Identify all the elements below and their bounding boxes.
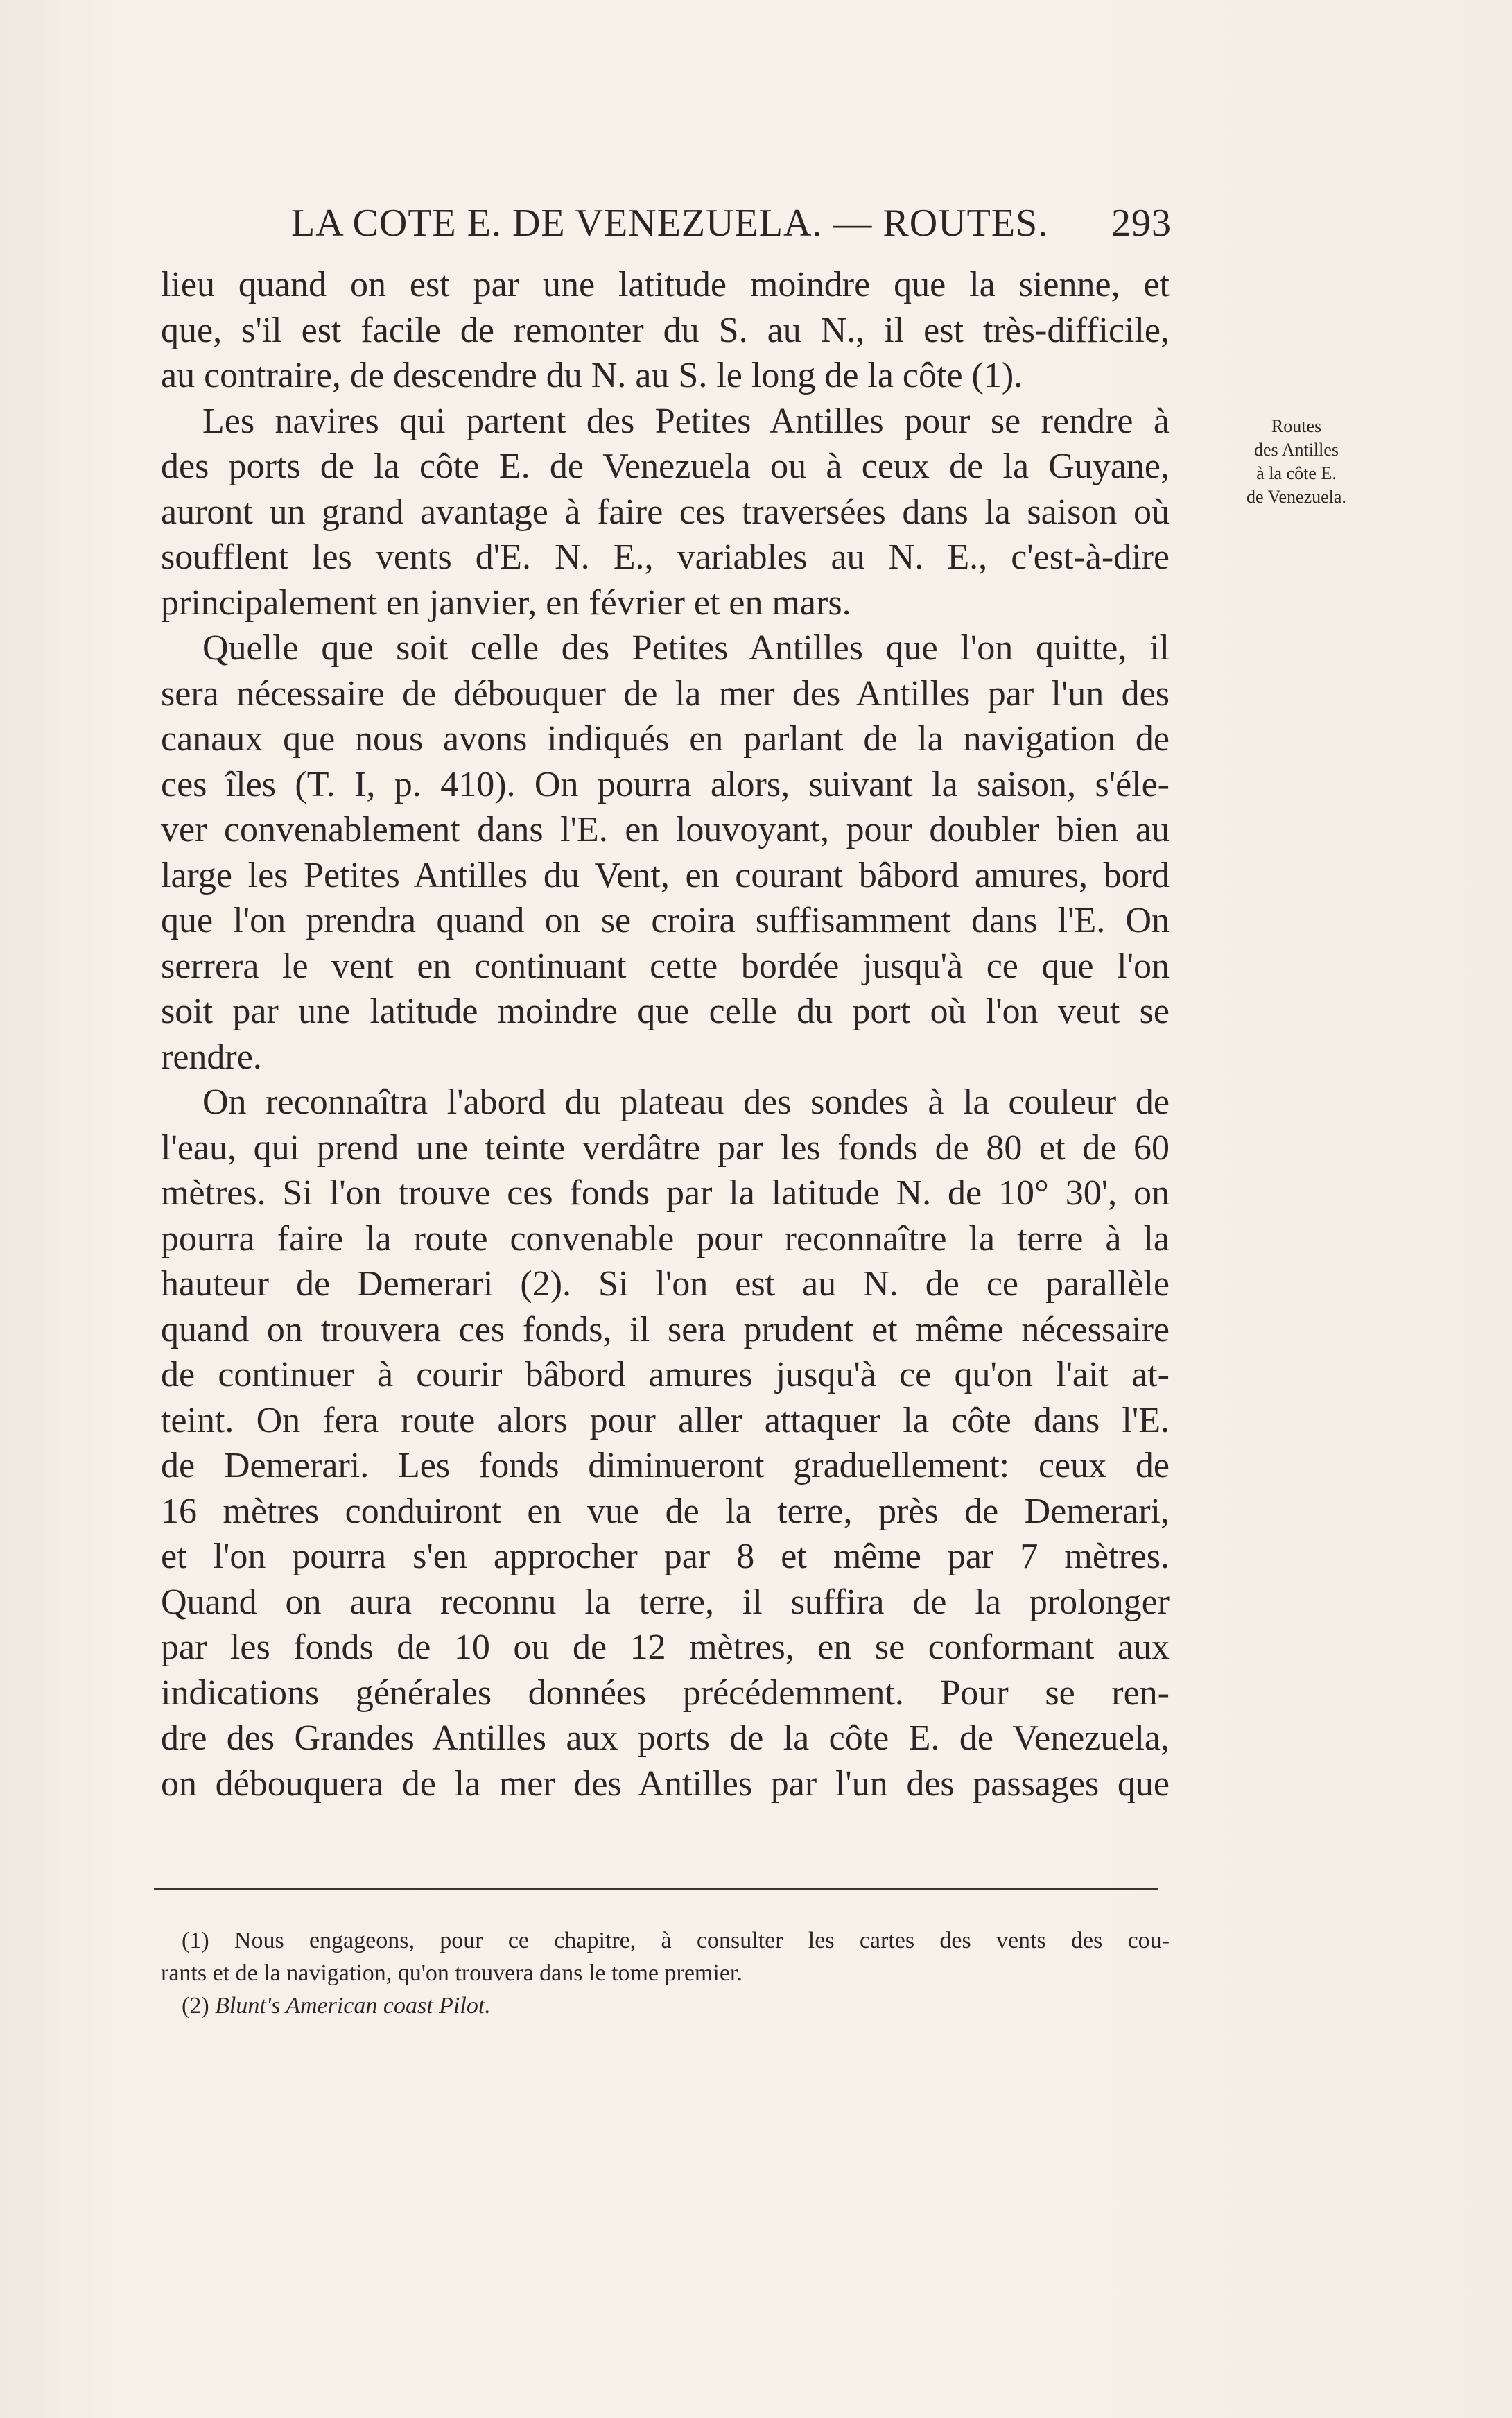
text-line: rendre. [161,1037,262,1077]
text-line: hauteur de Demerari (2). Si l'on est au N. de ce parallèle [161,1264,1170,1304]
running-header [291,201,1172,257]
text-line: principalement en janvier, en février et en mars. [161,582,851,623]
footnote-line: (1) Nous engageons, pour ce chapitre, à consulter les cartes des vents des cou- [182,1928,1170,1953]
page-number: 293 [1111,202,1172,245]
margin-note [1210,415,1383,509]
text-line: ver convenablement dans l'E. en louvoyant, pour doubler bien au [161,810,1170,849]
footnote-marker: (2) [182,1993,216,2019]
text-line: Les navires qui partent des Petites Antilles pour se rendre à [202,401,1170,441]
text-line: mètres. Si l'on trouve ces fonds par la latitude N. de 10° 30', on [161,1173,1170,1213]
text-line: indications générales données précédemment. Pour se ren- [161,1673,1170,1713]
margin-note-line: à la côte E. [1256,463,1337,483]
text-line: teint. On fera route alors pour aller attaquer la côte dans l'E. [161,1400,1170,1440]
running-title: LA COTE E. DE VENEZUELA. — ROUTES. [291,202,1049,245]
text-line: de Demerari. Les fonds diminueront graduellement: ceux de [161,1446,1170,1485]
text-line: quand on trouvera ces fonds, il sera prudent et même nécessaire [161,1309,1170,1349]
footnote-citation: Blunt's American coast Pilot. [215,1993,491,2019]
text-line: on débouquera de la mer des Antilles par l'un des passages que [161,1763,1170,1804]
text-line: ces îles (T. I, p. 410). On pourra alors, suivant la saison, s'éle- [161,764,1170,804]
text-line: Quelle que soit celle des Petites Antilles que l'on quitte, il [202,628,1170,668]
text-line: par les fonds de 10 ou de 12 mètres, en se conformant aux [161,1627,1170,1667]
text-line: 16 mètres conduiront en vue de la terre, près de Demerari, [161,1491,1170,1531]
footnote-divider [154,1888,1158,1890]
text-line: au contraire, de descendre du N. au S. le long de la côte (1). [161,356,1023,395]
body-text [161,262,1170,1806]
text-line: que, s'il est facile de remonter du S. au N., il est très-difficile, [161,310,1170,350]
text-line: On reconnaîtra l'abord du plateau des sondes à la couleur de [202,1082,1170,1122]
text-line: auront un grand avantage à faire ces traversées dans la saison où [161,492,1170,532]
margin-note-line: Routes [1271,416,1322,436]
text-line: lieu quand on est par une latitude moindre que la sienne, et [161,265,1170,304]
text-line: soufflent les vents d'E. N. E., variables au N. E., c'est-à-dire [161,537,1170,577]
margin-note-line: de Venezuela. [1246,487,1346,507]
text-line: canaux que nous avons indiqués en parlant de la navigation de [161,719,1170,759]
footnote-line: rants et de la navigation, qu'on trouvera dans le tome premier. [161,1960,742,1986]
footnotes [161,1924,1170,2022]
text-line: l'eau, qui prend une teinte verdâtre par les fonds de 80 et de 60 [161,1128,1170,1168]
text-line: Quand on aura reconnu la terre, il suffira de la prolonger [161,1582,1170,1622]
footnote-2 [161,1989,1170,2022]
text-line: serrera le vent en continuant cette bordée jusqu'à ce que l'on [161,946,1170,986]
margin-note-line: des Antilles [1253,440,1339,460]
text-line: large les Petites Antilles du Vent, en courant bâbord amures, bord [161,855,1170,895]
text-line: dre des Grandes Antilles aux ports de la côte E. de Venezuela, [161,1718,1170,1758]
text-line: sera nécessaire de débouquer de la mer des Antilles par l'un des [161,673,1170,714]
text-line: des ports de la côte E. de Venezuela ou à ceux de la Guyane, [161,447,1170,486]
text-line: que l'on prendra quand on se croira suffisamment dans l'E. On [161,901,1170,940]
text-line: soit par une latitude moindre que celle du port où l'on veut se [161,992,1170,1031]
text-line: pourra faire la route convenable pour reconnaître la terre à la [161,1218,1170,1259]
text-line: de continuer à courir bâbord amures jusqu'à ce qu'on l'ait at- [161,1355,1170,1394]
text-line: et l'on pourra s'en approcher par 8 et même par 7 mètres. [161,1537,1170,1576]
